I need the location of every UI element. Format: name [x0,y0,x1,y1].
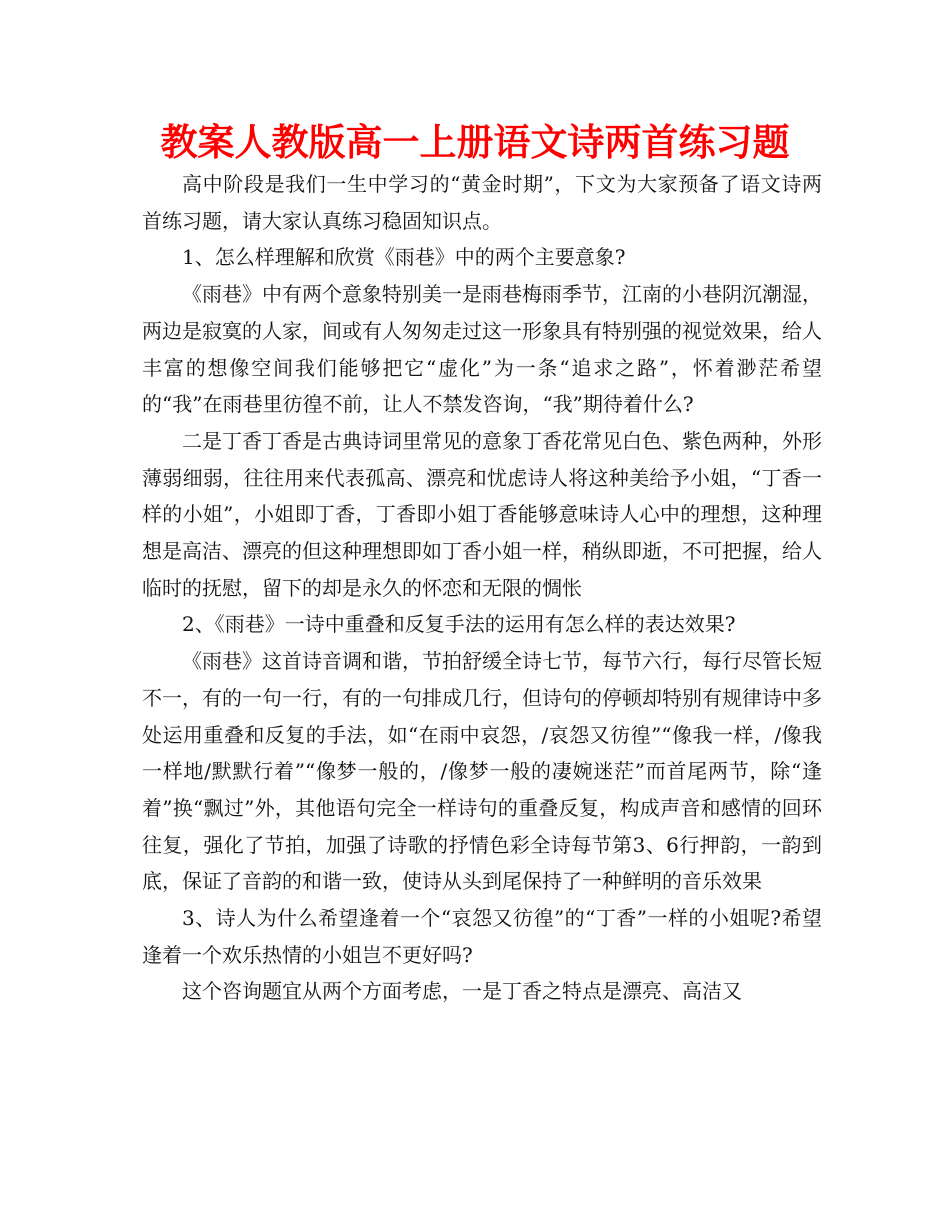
paragraph-answer-3: 这个咨询题宜从两个方面考虑，一是丁香之特点是漂亮、高洁又 [182,979,742,1004]
paragraph-answer-1a: 《雨巷》中有两个意象特别美一是雨巷梅雨季节，江南的小巷阴沉潮湿，两边是寂寞的人家，间或有人匆匆走过这一形象具有特别强的视觉效果，给人丰富的想像空间我们能够把它“虚化”为一条“追求之路”，怀着渺茫希望的“我”在雨巷里彷徨不前，让人不禁发咨询，“我”期待着什么? [142,282,822,417]
paragraph-question-2: 2、《雨巷》一诗中重叠和反复手法的运用有怎么样的表达效果? [182,612,736,637]
document-title: 教案人教版高一上册语文诗两首练习题 [160,121,790,164]
paragraph-question-1: 1、怎么样理解和欣赏《雨巷》中的两个主要意象? [182,245,626,270]
paragraph-intro: 高中阶段是我们一生中学习的“黄金时期”，下文为大家预备了语文诗两首练习题，请大家认真练习稳固知识点。 [142,172,822,233]
document-body [142,166,822,1010]
paragraph-answer-2: 《雨巷》这首诗音调和谐，节拍舒缓全诗七节，每节六行，每行尽管长短不一，有的一句一行，有的一句排成几行，但诗句的停顿却特别有规律诗中多处运用重叠和反复的手法，如“在雨中哀怨，/哀怨又彷徨”“像我一样，/像我一样地/默默行着”“像梦一般的，/像梦一般的凄婉迷茫”而首尾两节，除“逢着”换“飘过”外，其他语句完全一样诗句的重叠反复，构成声音和感情的回环往复，强化了节拍，加强了诗歌的抒情色彩全诗每节第3、6行押韵，一韵到底，保证了音韵的和谐一致，使诗从头到尾保持了一种鲜明的音乐效果 [142,649,822,894]
paragraph-answer-1b: 二是丁香丁香是古典诗词里常见的意象丁香花常见白色、紫色两种，外形薄弱细弱，往往用来代表孤高、漂亮和忧虑诗人将这种美给予小姐，“丁香一样的小姐”，小姐即丁香，丁香即小姐丁香能够意味诗人心中的理想，这种理想是高洁、漂亮的但这种理想即如丁香小姐一样，稍纵即逝，不可把握，给人临时的抚慰，留下的却是永久的怀恋和无限的惆怅 [142,428,822,600]
paragraph-question-3: 3、诗人为什么希望逢着一个“哀怨又彷徨”的“丁香”一样的小姐呢?希望逢着一个欢乐热情的小姐岂不更好吗? [142,906,822,967]
